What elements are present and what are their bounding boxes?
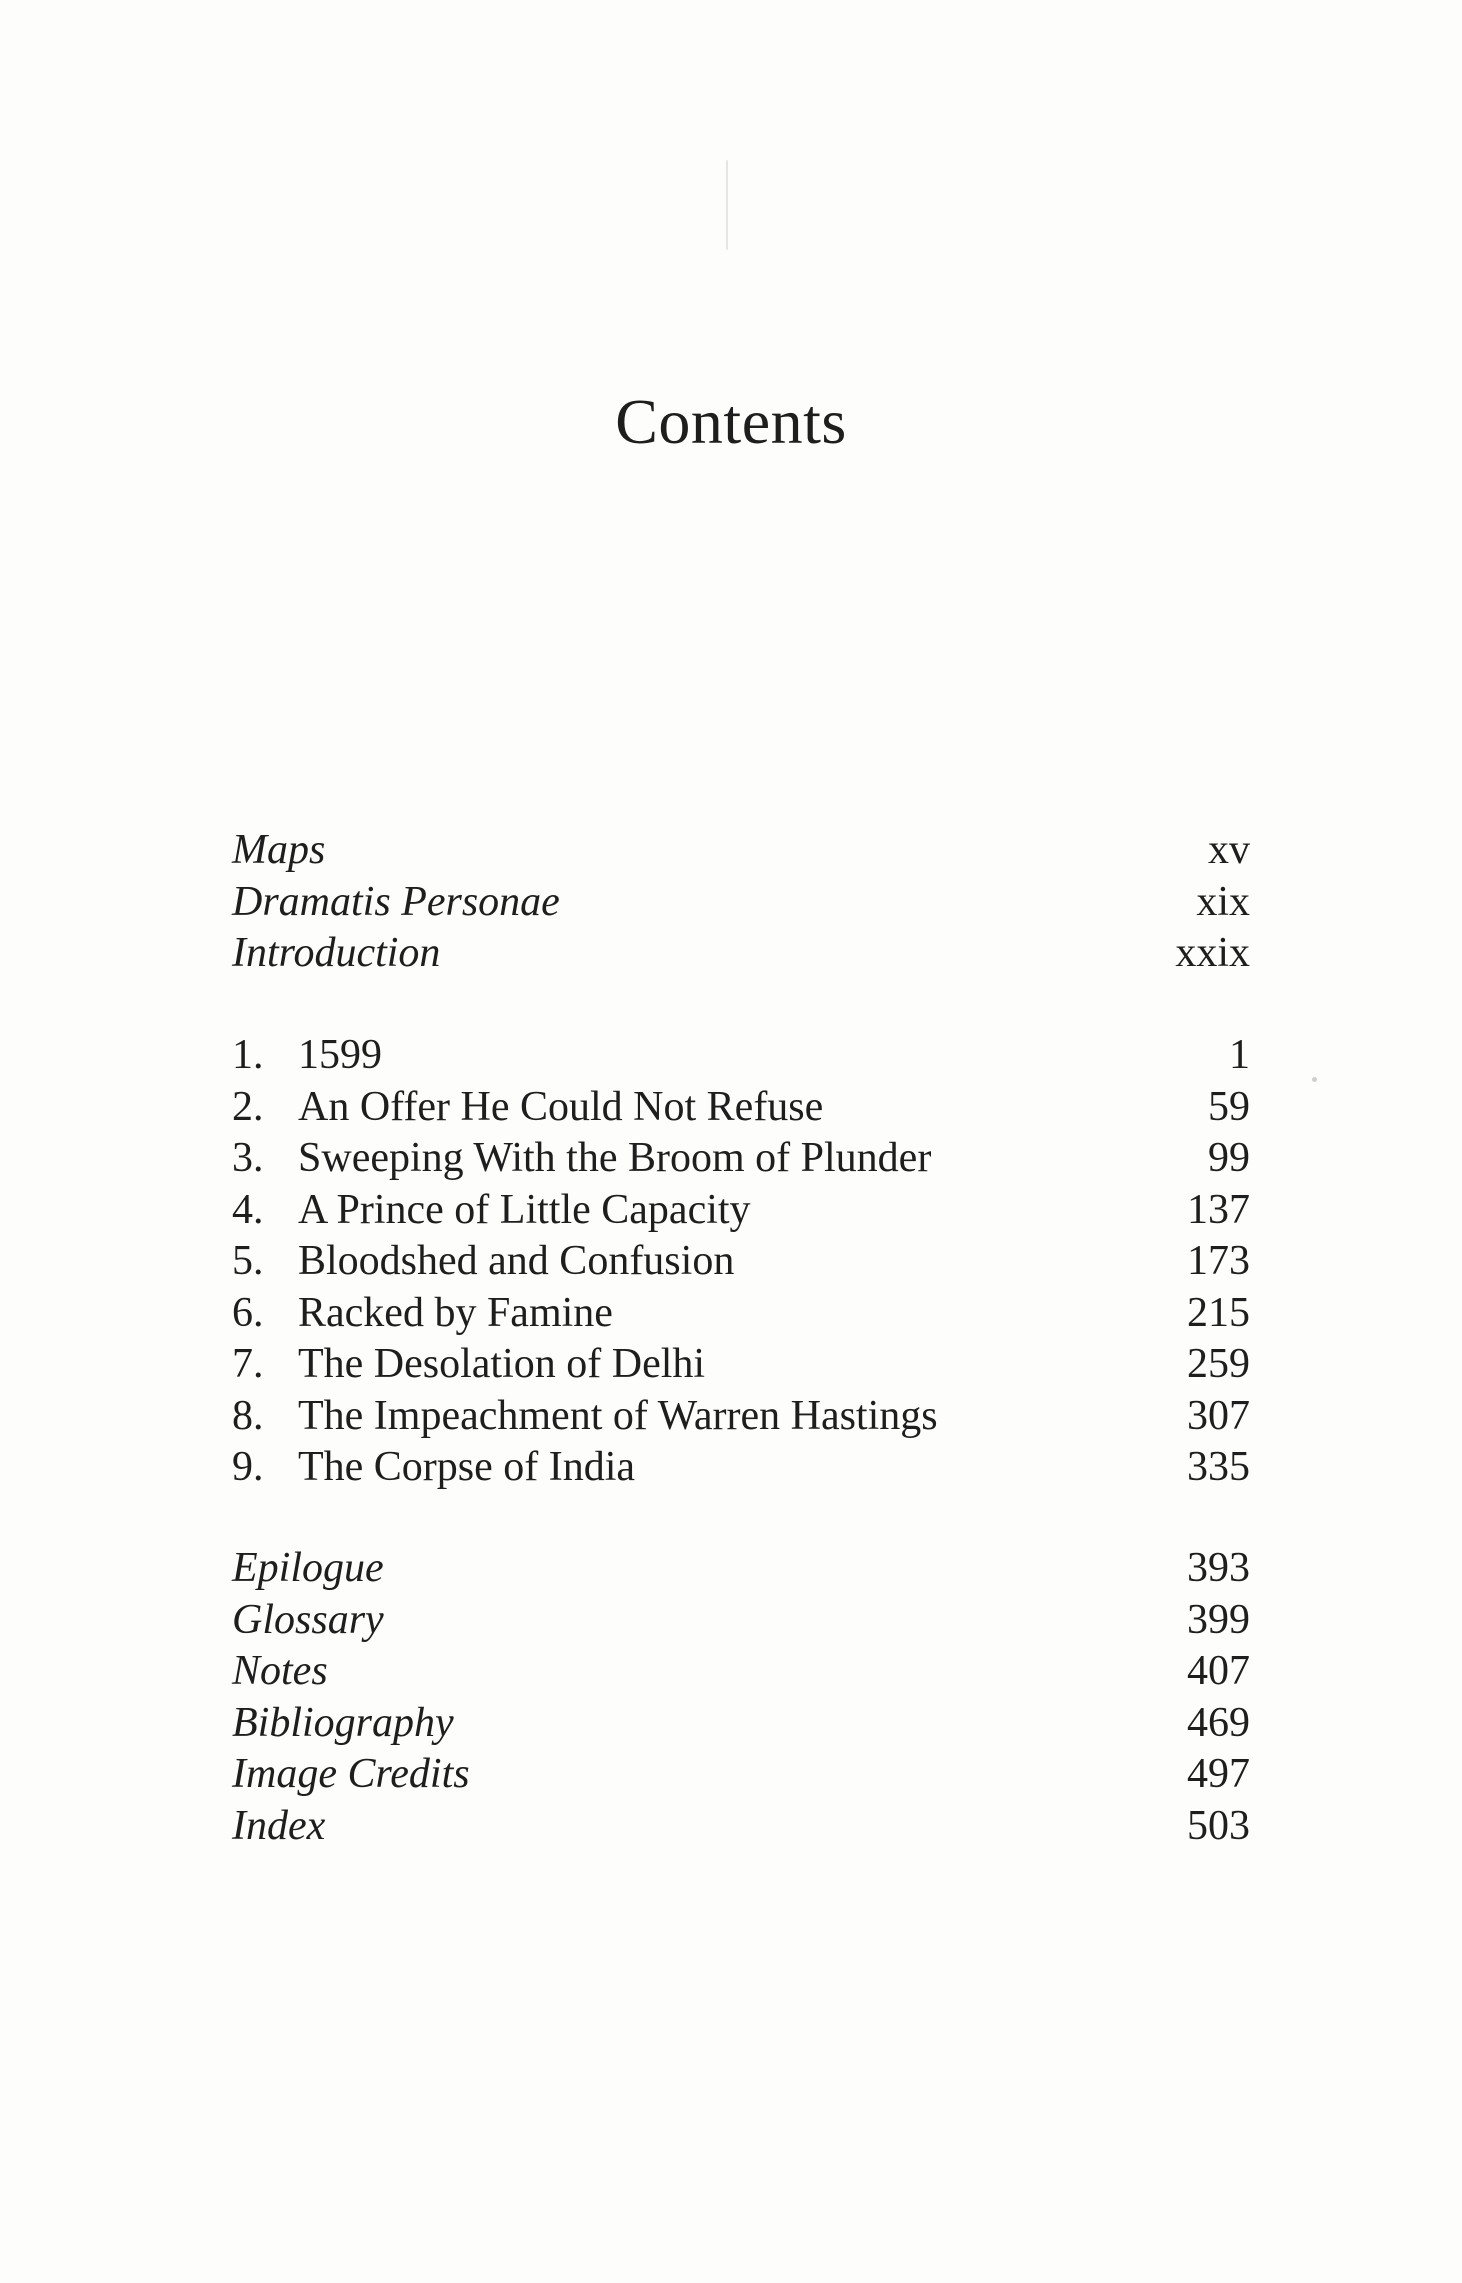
toc-entry-label: Index (232, 1802, 326, 1849)
toc-entry-label: Maps (232, 827, 326, 873)
toc-entry-notes[interactable] (232, 1646, 1250, 1698)
toc-page-number: 59 (1208, 1083, 1250, 1130)
toc-page-number: 215 (1187, 1289, 1250, 1336)
toc-entry-dramatis-personae[interactable] (232, 877, 1250, 929)
page-title: Contents (615, 386, 847, 457)
toc-entry-chapter-1[interactable] (232, 1030, 1250, 1082)
toc-page-number: xix (1196, 878, 1250, 925)
chapter-number: 9. (232, 1444, 264, 1490)
toc-entry-chapter-8[interactable] (232, 1391, 1250, 1443)
chapter-title: 1599 (298, 1032, 382, 1078)
toc-page-number: 399 (1187, 1596, 1250, 1643)
toc-page-number: 469 (1187, 1699, 1250, 1746)
toc-page-number: 137 (1187, 1186, 1250, 1233)
toc-entry-label: Image Credits (232, 1751, 470, 1797)
toc-page-number: 1 (1229, 1032, 1250, 1078)
toc-entry-image-credits[interactable] (232, 1749, 1250, 1801)
chapter-title: Bloodshed and Confusion (298, 1238, 735, 1284)
toc-entry-maps[interactable] (232, 825, 1250, 877)
toc-entry-label: Notes (232, 1648, 328, 1694)
toc-entry-chapter-3[interactable] (232, 1133, 1250, 1185)
toc-entry-label: Bibliography (232, 1699, 454, 1746)
chapter-title: The Impeachment of Warren Hastings (298, 1392, 938, 1439)
toc-page-number: 99 (1208, 1135, 1250, 1181)
toc-entry-chapter-4[interactable] (232, 1185, 1250, 1237)
toc-entry-label: Introduction (232, 930, 441, 976)
front-matter-list (232, 825, 1250, 980)
toc-page-number: 259 (1187, 1341, 1250, 1387)
chapter-title: Sweeping With the Broom of Plunder (298, 1135, 932, 1181)
toc-page-number: 407 (1187, 1648, 1250, 1694)
paper-speck (1312, 1077, 1317, 1082)
toc-page-number: 307 (1187, 1392, 1250, 1439)
chapter-number: 6. (232, 1289, 264, 1336)
toc-entry-label: Dramatis Personae (232, 878, 560, 925)
toc-page-number: xxix (1175, 930, 1250, 976)
toc-entry-chapter-7[interactable] (232, 1339, 1250, 1391)
toc-page-number: 393 (1187, 1545, 1250, 1591)
chapter-title: The Corpse of India (298, 1444, 636, 1490)
chapter-number: 8. (232, 1392, 264, 1439)
toc-entry-chapter-6[interactable] (232, 1288, 1250, 1340)
toc-page-number: xv (1208, 827, 1250, 873)
chapter-title: A Prince of Little Capacity (298, 1186, 751, 1233)
toc-entry-label: Epilogue (232, 1545, 384, 1591)
toc-page-number: 173 (1187, 1238, 1250, 1284)
chapter-title: Racked by Famine (298, 1289, 613, 1336)
chapter-title: The Desolation of Delhi (298, 1341, 706, 1387)
toc-entry-label: Glossary (232, 1596, 384, 1643)
chapter-number: 5. (232, 1238, 264, 1284)
toc-entry-chapter-2[interactable] (232, 1082, 1250, 1134)
toc-entry-glossary[interactable] (232, 1595, 1250, 1647)
toc-page-number: 335 (1187, 1444, 1250, 1490)
toc-entry-chapter-5[interactable] (232, 1236, 1250, 1288)
paper-speck (726, 160, 728, 250)
chapter-number: 2. (232, 1083, 264, 1130)
toc-entry-introduction[interactable] (232, 928, 1250, 980)
chapter-list (232, 1030, 1250, 1494)
chapter-title: An Offer He Could Not Refuse (298, 1083, 824, 1130)
chapter-number: 1. (232, 1032, 264, 1078)
chapter-number: 3. (232, 1135, 264, 1181)
toc-entry-chapter-9[interactable] (232, 1442, 1250, 1494)
chapter-number: 4. (232, 1186, 264, 1233)
chapter-number: 7. (232, 1341, 264, 1387)
toc-entry-bibliography[interactable] (232, 1698, 1250, 1750)
toc-page-number: 503 (1187, 1802, 1250, 1849)
toc-entry-epilogue[interactable] (232, 1543, 1250, 1595)
toc-entry-index[interactable] (232, 1801, 1250, 1853)
toc-page-number: 497 (1187, 1751, 1250, 1797)
back-matter-list (232, 1543, 1250, 1852)
